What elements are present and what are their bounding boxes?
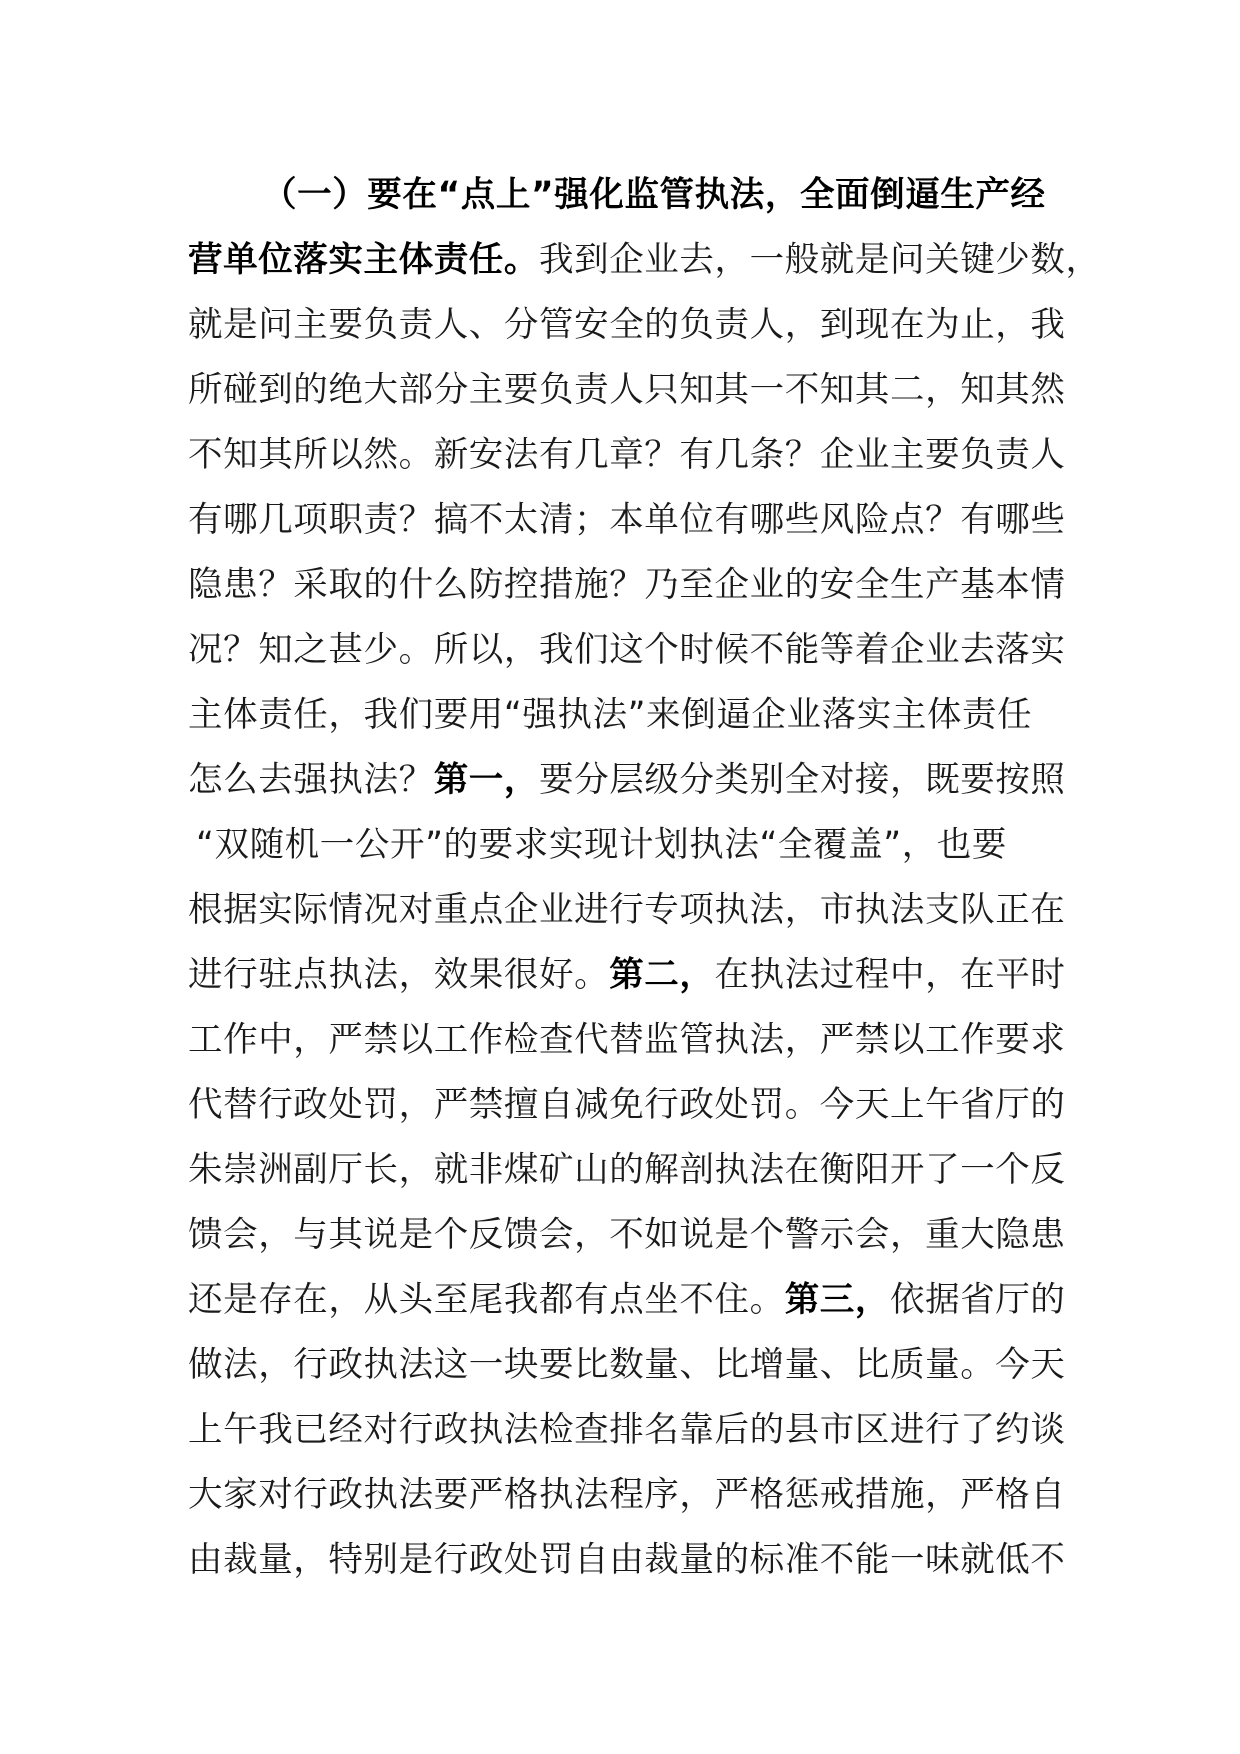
text-run: 由裁量，特别是行政处罚自由裁量的标准不能一味就低不 — [188, 1540, 1066, 1580]
text-run: 进行驻点执法，效果很好。 — [188, 955, 610, 995]
text-run: 朱崇洲副厅长，就非煤矿山的解剖执法在衡阳开了一个反 — [188, 1150, 1066, 1190]
text-run: 馈会，与其说是个反馈会，不如说是个警示会，重大隐患 — [188, 1215, 1066, 1255]
text-run: 我到企业去，一般就是问关键少数， — [539, 240, 1101, 280]
text-run: 怎么去强执法？ — [188, 760, 434, 800]
text-run: 不知其所以然。新安法有几章？有几条？企业主要负责人 — [188, 435, 1066, 475]
text-line — [188, 1333, 1068, 1398]
text-line — [188, 1138, 1068, 1203]
text-line — [188, 1528, 1068, 1593]
text-line — [188, 1008, 1068, 1073]
text-run: 根据实际情况对重点企业进行专项执法，市执法支队正在 — [188, 890, 1066, 930]
text-line — [188, 878, 1068, 943]
text-run: “双随机一公开”的要求实现计划执法“全覆盖”，也要 — [196, 825, 1007, 865]
emphasis-first: 第一， — [433, 760, 540, 800]
text-line — [188, 488, 1068, 553]
text-line — [188, 618, 1068, 683]
text-run: 所碰到的绝大部分主要负责人只知其一不知其二，知其然 — [188, 370, 1066, 410]
section-heading: 营单位落实主体责任。 — [188, 240, 539, 280]
text-run: 况？知之甚少。所以，我们这个时候不能等着企业去落实 — [188, 630, 1066, 670]
text-line — [188, 228, 1101, 293]
text-run: 有哪几项职责？搞不太清；本单位有哪些风险点？有哪些 — [188, 500, 1066, 540]
body-paragraph — [188, 163, 1101, 1593]
text-run: 隐患？采取的什么防控措施？乃至企业的安全生产基本情 — [188, 565, 1066, 605]
text-line — [188, 423, 1068, 488]
text-run: 还是存在，从头至尾我都有点坐不住。 — [188, 1280, 785, 1320]
text-line — [188, 293, 1068, 358]
text-line — [188, 553, 1068, 618]
section-heading: （一）要在“点上”强化监管执法，全面倒逼生产经 — [262, 175, 1046, 215]
text-line — [188, 1203, 1068, 1268]
text-line — [188, 813, 1068, 878]
text-line — [188, 943, 1068, 1008]
text-run: 依据省厅的 — [890, 1280, 1066, 1320]
text-run: 主体责任，我们要用“强执法”来倒逼企业落实主体责任 — [188, 695, 1033, 735]
text-line — [188, 1268, 1068, 1333]
text-run: 在执法过程中，在平时 — [714, 955, 1066, 995]
text-line — [188, 748, 1068, 813]
text-run: 代替行政处罚，严禁擅自减免行政处罚。今天上午省厅的 — [188, 1085, 1066, 1125]
text-run: 工作中，严禁以工作检查代替监管执法，严禁以工作要求 — [188, 1020, 1066, 1060]
emphasis-third: 第三， — [784, 1280, 891, 1320]
text-run: 就是问主要负责人、分管安全的负责人，到现在为止，我 — [188, 305, 1066, 345]
text-run: 做法，行政执法这一块要比数量、比增量、比质量。今天 — [188, 1345, 1066, 1385]
text-run: 大家对行政执法要严格执法程序，严格惩戒措施，严格自 — [188, 1475, 1066, 1515]
text-line — [188, 1073, 1068, 1138]
text-line — [188, 163, 1068, 228]
text-line — [188, 1398, 1068, 1463]
text-run: 要分层级分类别全对接，既要按照 — [539, 760, 1066, 800]
text-line — [188, 683, 1068, 748]
text-run: 上午我已经对行政执法检查排名靠后的县市区进行了约谈 — [188, 1410, 1066, 1450]
text-line — [188, 358, 1068, 423]
emphasis-second: 第二， — [609, 955, 715, 995]
text-line — [188, 1463, 1068, 1528]
